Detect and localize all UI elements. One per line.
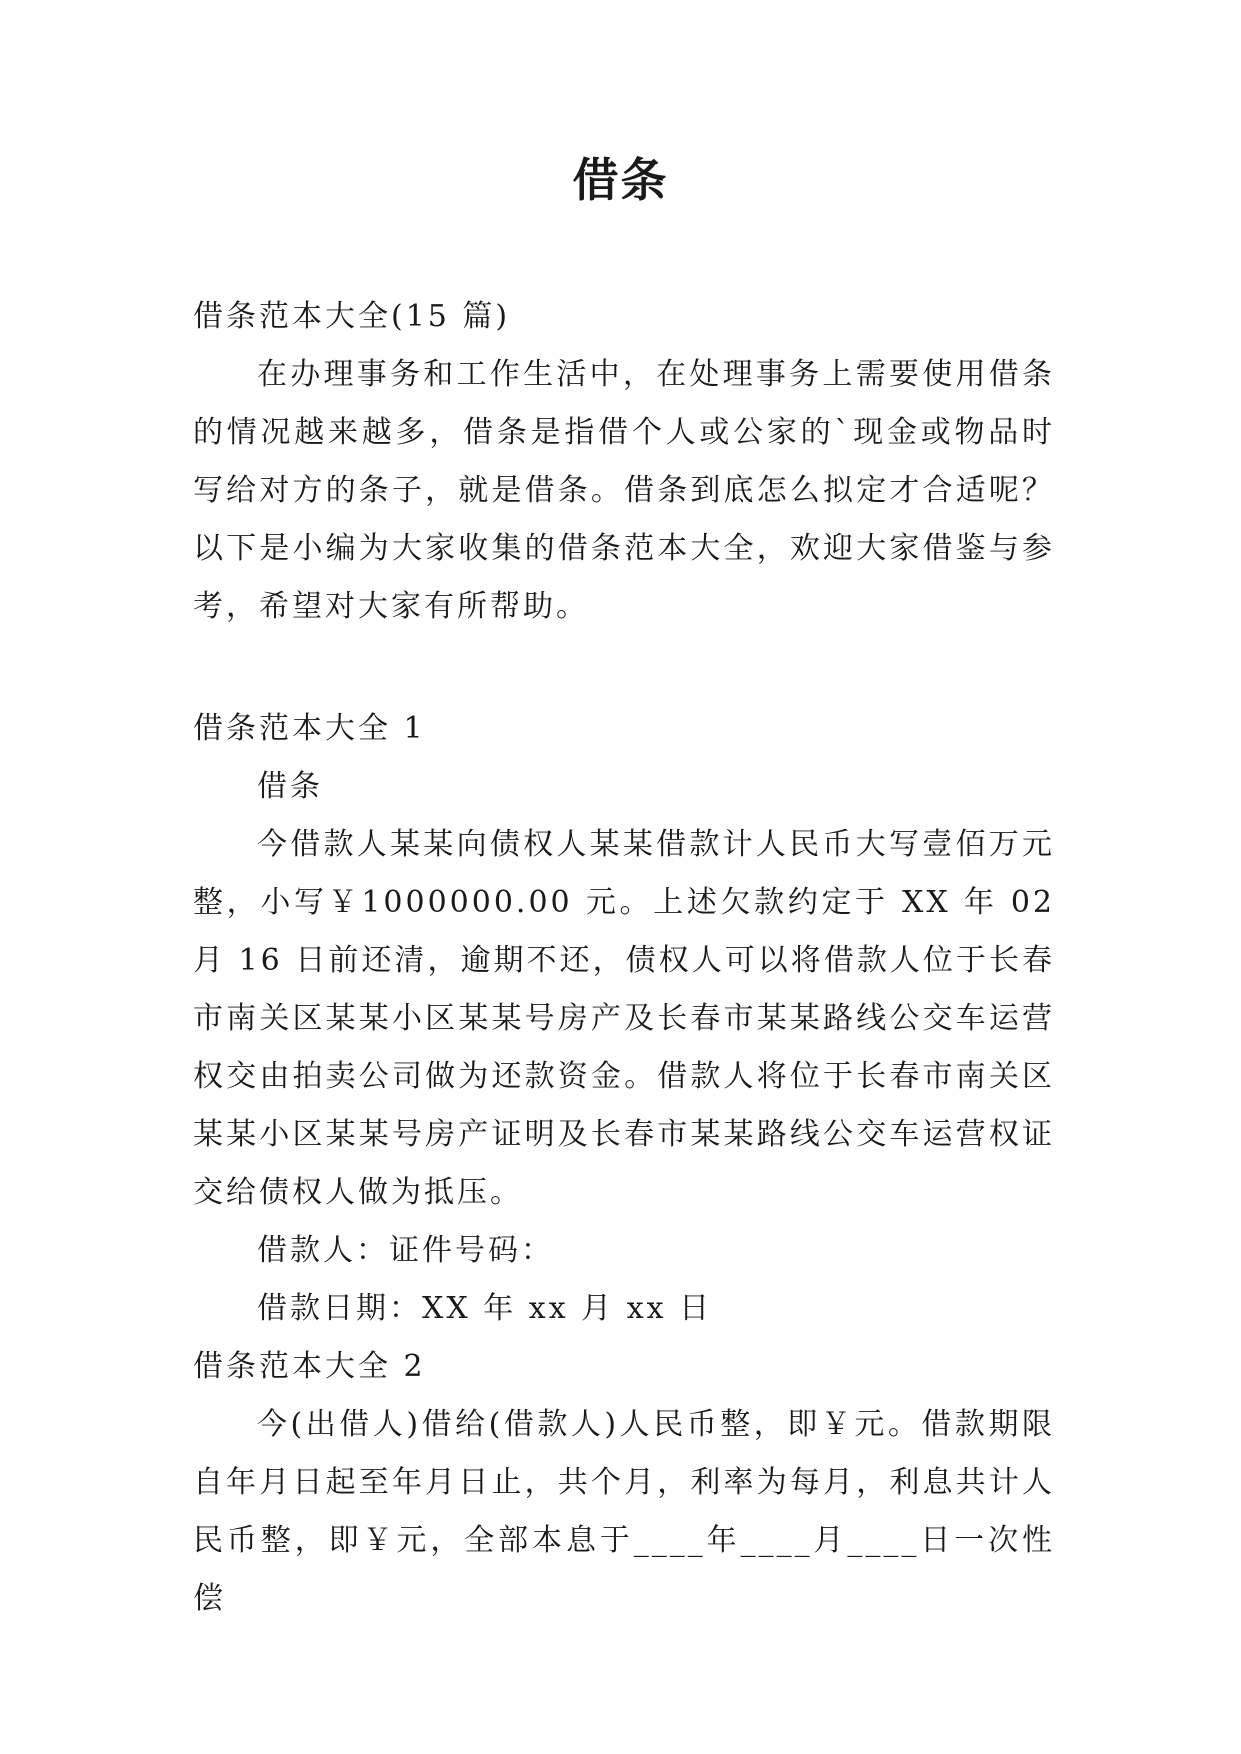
- section-1-subheading: 借条: [257, 769, 323, 804]
- document-subtitle: 借条范本大全(15 篇): [193, 299, 511, 334]
- document-title: 借条: [572, 153, 669, 207]
- section-2-body: 今(出借人)借给(借款人)人民币整，即￥元。借款期限自年月日起至年月日止，共个月，利率为每月，利息共计人民币整，即￥元，全部本息于____年____月____日一次性偿: [193, 1407, 1055, 1616]
- section-2-heading: 借条范本大全 2: [193, 1349, 426, 1384]
- document-body: [193, 288, 1055, 1628]
- section-1-date-line: 借款日期：XX 年 xx 月 xx 日: [257, 1291, 713, 1326]
- section-1-heading: 借条范本大全 1: [193, 711, 426, 746]
- section-spacer: [193, 636, 1055, 700]
- section-1-body: 今借款人某某向债权人某某借款计人民币大写壹佰万元整，小写￥1000000.00 元。上述欠款约定于 XX 年 02 月 16 日前还清，逾期不还，债权人可以将借款人位于长春市南关区某某小区某某号房产及长春市某某路线公交车运营权交由拍卖公司做为还款资金。借款人将位于长春市南关区某某小区某某号房产证明及长春市某某路线公交车运营权证交给债权人做为抵压。: [193, 827, 1055, 1210]
- section-1-borrower-line: 借款人：证件号码：: [257, 1233, 554, 1268]
- intro-paragraph: 在办理事务和工作生活中，在处理事务上需要使用借条的情况越来越多，借条是指借个人或公家的`现金或物品时写给对方的条子，就是借条。借条到底怎么拟定才合适呢？以下是小编为大家收集的借条范本大全，欢迎大家借鉴与参考，希望对大家有所帮助。: [193, 357, 1055, 624]
